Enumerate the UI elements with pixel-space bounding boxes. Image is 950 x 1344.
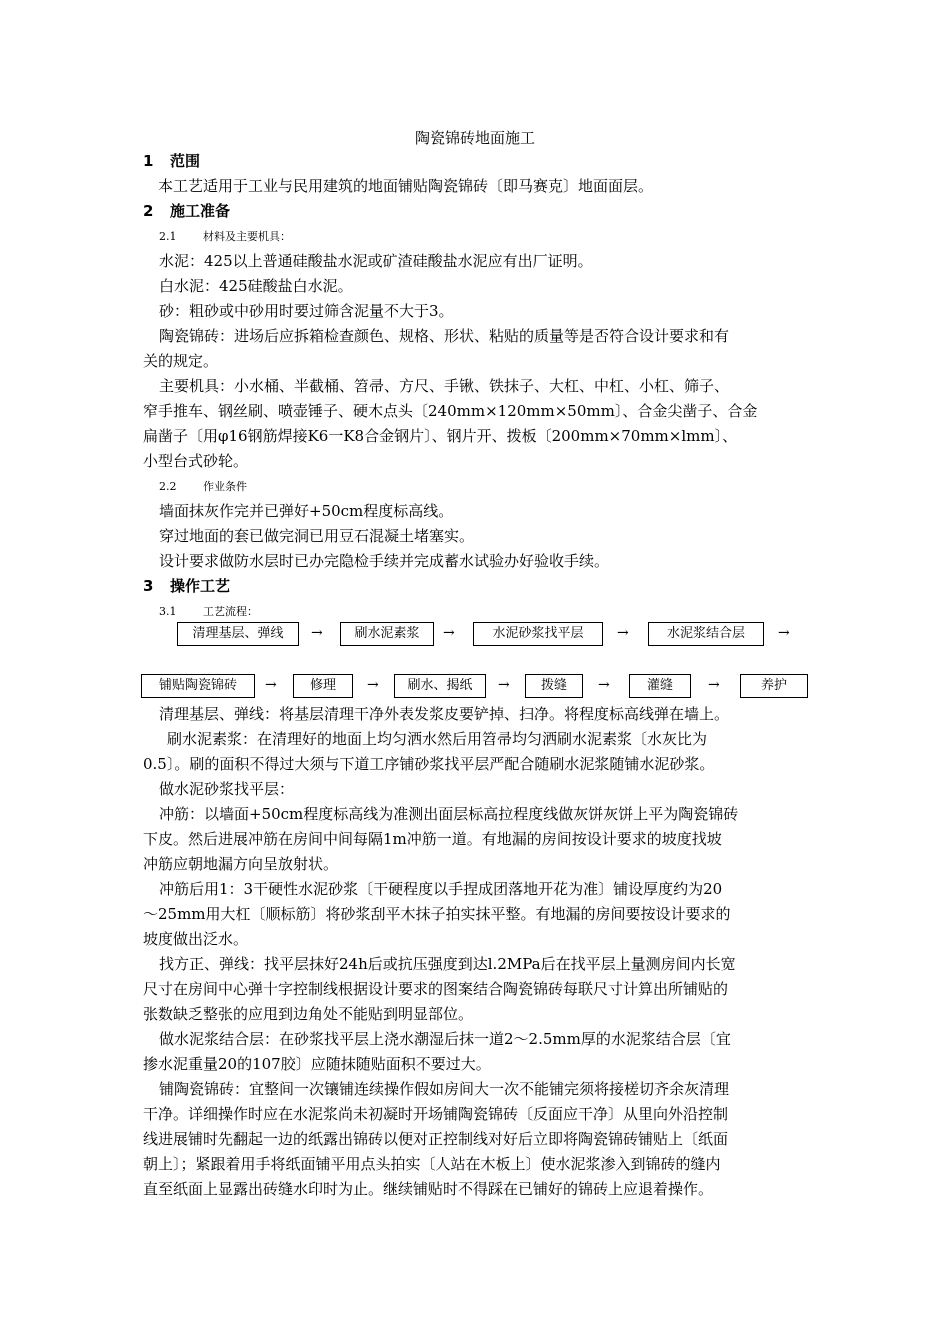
paragraph-line: 坡度做出泛水。 [143, 930, 249, 948]
flow-step-box: 水泥浆结合层 [648, 622, 764, 646]
paragraph-line: 扁凿子〔用φ16钢筋焊接K6一K8合金钢片〕、钢片开、拨板〔200mm×70mm×lmm〕、 [143, 427, 738, 445]
paragraph-line: 朝上〕；紧跟着用手将纸面铺平用点头拍实〔人站在木板上〕使水泥浆渗入到锦砖的缝内 [143, 1155, 721, 1173]
section-heading-process [143, 574, 811, 599]
section-title: 操作工艺 [170, 577, 231, 595]
paragraph-line: 干净。详细操作时应在水泥浆尚未初凝时开场铺陶瓷锦砖〔反面应干净〕从里向外沿控制 [143, 1105, 729, 1123]
paragraph-line: 关的规定。 [143, 352, 219, 370]
subsection-number: 2.1 [159, 230, 177, 243]
paragraph-line: 窄手推车、钢丝刷、喷壶锤子、硬木点头〔240mm×120mm×50mm〕、合金尖凿子、合金 [143, 402, 758, 420]
paragraph-line: 冲筋后用1：3干硬性水泥砂浆〔干硬程度以手捏成团落地开花为准〕铺设厚度约为20 [159, 880, 723, 898]
paragraph-line: 下皮。然后进展冲筋在房间中间每隔1m冲筋一道。有地漏的房间按设计要求的坡度找坡 [143, 830, 722, 848]
document-title: 陶瓷锦砖地面施工 [414, 129, 535, 147]
section-heading-scope [143, 149, 811, 174]
paragraph-line: 掺水泥重量20的107胶〕应随抹随贴面积不要过大。 [143, 1055, 491, 1073]
flow-arrow-icon: → [311, 625, 323, 641]
paragraph-line: ～25mm用大杠〔顺标筋〕将砂浆刮平木抹子拍实抹平整。有地漏的房间要按设计要求的 [143, 905, 731, 923]
paragraph-line: 尺寸在房间中心弹十字控制线根据设计要求的图案结合陶瓷锦砖每联尺寸计算出所铺贴的 [143, 980, 729, 998]
paragraph-line: 张数缺乏整张的应甩到边角处不能贴到明显部位。 [143, 1005, 474, 1023]
subsection-title: 作业条件 [203, 480, 247, 493]
subsection-title: 工艺流程： [203, 605, 258, 618]
paragraph-line: 线进展铺时先翻起一边的纸露出锦砖以便对正控制线对好后立即将陶瓷锦砖铺贴上〔纸面 [143, 1130, 729, 1148]
paragraph-line: 刷水泥素浆：在清理好的地面上均匀洒水然后用笤帚均匀洒刷水泥素浆〔水灰比为 [167, 730, 708, 748]
subsection-number: 2.2 [159, 480, 177, 493]
flow-arrow-icon: → [778, 625, 790, 641]
flow-step-box: 养护 [740, 674, 808, 698]
flow-step-box: 修理 [293, 674, 353, 698]
paragraph-line: 水泥：425以上普通硅酸盐水泥或矿渣硅酸盐水泥应有出厂证明。 [159, 252, 593, 270]
section-title: 施工准备 [170, 202, 231, 220]
flow-arrow-icon: → [598, 677, 610, 693]
flow-arrow-icon: → [367, 677, 379, 693]
flow-arrow-icon: → [498, 677, 510, 693]
paragraph-line: 找方正、弹线：找平层抹好24h后或抗压强度到达l.2MPa后在找平层上量测房间内长宽 [159, 955, 736, 973]
paragraph-line: 穿过地面的套已做完洞已用豆石混凝土堵塞实。 [159, 527, 475, 545]
paragraph-line: 小型台式砂轮。 [143, 452, 249, 470]
flow-step-box: 水泥砂浆找平层 [473, 622, 603, 646]
paragraph-line: 直至纸面上显露出砖缝水印时为止。继续铺贴时不得踩在已铺好的锦砖上应退着操作。 [143, 1180, 714, 1198]
paragraph-line: 0.5〕。刷的面积不得过大须与下道工序铺砂浆找平层严配合随刷水泥浆随铺水泥砂浆。 [143, 755, 715, 773]
flow-step-box: 刷水、揭纸 [394, 674, 486, 698]
subsection-heading [143, 474, 827, 499]
paragraph-line: 墙面抹灰作完并已弹好+50cm程度标高线。 [159, 502, 454, 520]
subsection-title: 材料及主要机具： [203, 230, 291, 243]
subsection-heading [143, 599, 827, 624]
paragraph-line: 做水泥砂浆找平层： [159, 780, 295, 798]
paragraph-line: 设计要求做防水层时已办完隐检手续并完成蓄水试验办好验收手续。 [159, 552, 610, 570]
section-number: 2 [143, 202, 154, 220]
paragraph-line: 冲筋应朝地漏方向呈放射状。 [143, 855, 339, 873]
paragraph-line: 铺陶瓷锦砖：宜整间一次镶铺连续操作假如房间大一次不能铺完须将接槎切齐余灰清理 [159, 1080, 730, 1098]
flow-arrow-icon: → [443, 625, 455, 641]
paragraph-line: 冲筋：以墙面+50cm程度标高线为准测出面层标高拉程度线做灰饼灰饼上平为陶瓷锦砖 [159, 805, 739, 823]
flow-arrow-icon: → [708, 677, 720, 693]
flow-arrow-icon: → [265, 677, 277, 693]
section-number: 3 [143, 577, 154, 595]
flow-step-box: 拨缝 [525, 674, 583, 698]
paragraph-line: 本工艺适用于工业与民用建筑的地面铺贴陶瓷锦砖〔即马赛克〕地面面层。 [158, 177, 654, 195]
flow-step-box: 灌缝 [629, 674, 691, 698]
subsection-number: 3.1 [159, 605, 177, 618]
paragraph-line: 主要机具：小水桶、半截桶、笤帚、方尺、手锹、铁抹子、大杠、中杠、小杠、筛子、 [159, 377, 730, 395]
subsection-heading [143, 224, 827, 249]
flow-step-box: 刷水泥素浆 [340, 622, 434, 646]
section-title: 范围 [170, 152, 201, 170]
flow-step-box: 清理基层、弹线 [177, 622, 299, 646]
paragraph-line: 陶瓷锦砖：进场后应拆箱检查颜色、规格、形状、粘贴的质量等是否符合设计要求和有 [159, 327, 730, 345]
flow-step-box: 铺贴陶瓷锦砖 [141, 674, 255, 698]
paragraph-line: 做水泥浆结合层：在砂浆找平层上浇水潮湿后抹一道2～2.5mm厚的水泥浆结合层〔宜 [159, 1030, 731, 1048]
flow-arrow-icon: → [617, 625, 629, 641]
paragraph-line: 砂：粗砂或中砂用时要过筛含泥量不大于3。 [159, 302, 454, 320]
paragraph-line: 白水泥：425硅酸盐白水泥。 [159, 277, 353, 295]
section-heading-preparation [143, 199, 811, 224]
section-number: 1 [143, 152, 154, 170]
paragraph-line: 清理基层、弹线：将基层清理干净外表发浆皮要铲掉、扫净。将程度标高线弹在墙上。 [159, 705, 730, 723]
